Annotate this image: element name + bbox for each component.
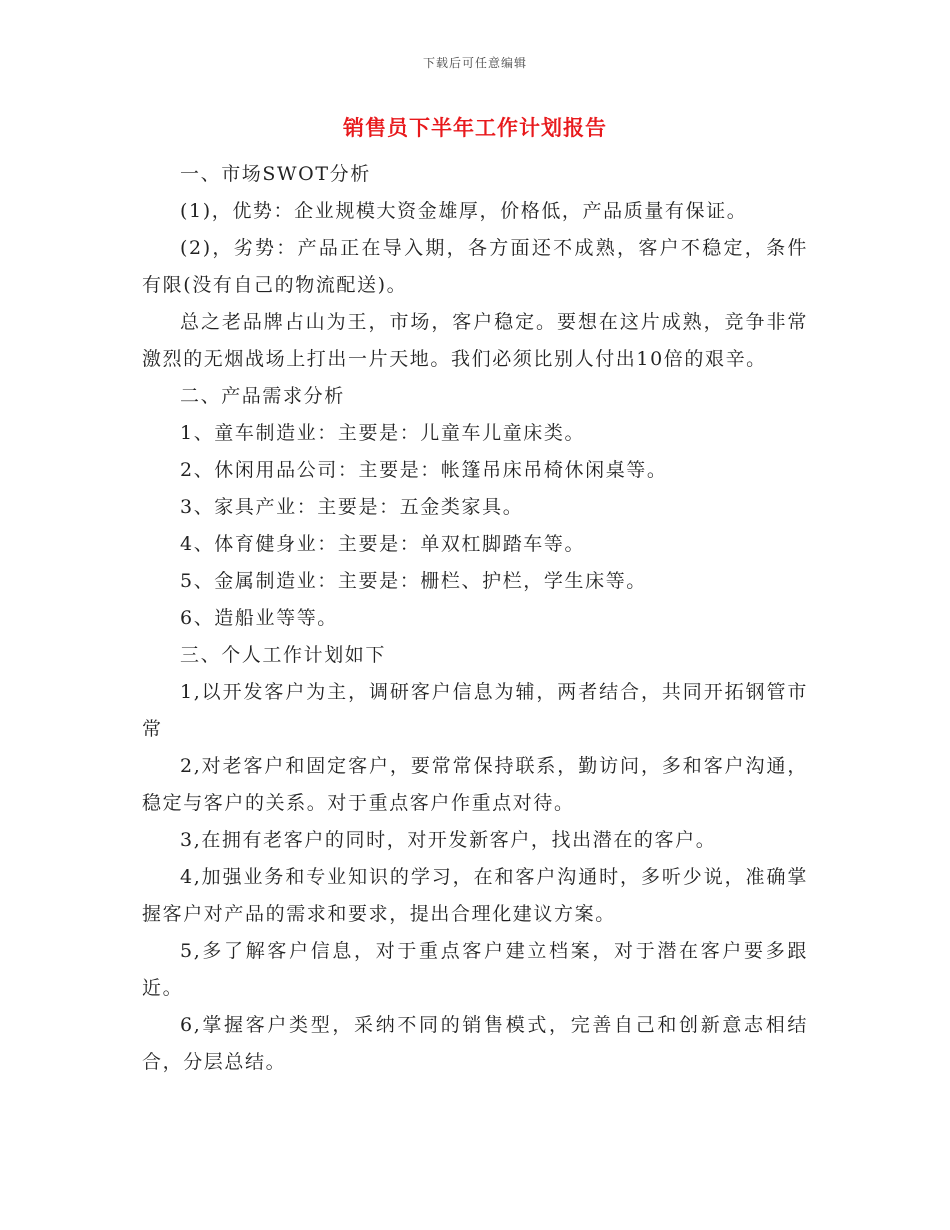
list-item-demand-4: 4、体育健身业：主要是：单双杠脚踏车等。 — [180, 533, 586, 555]
list-item-demand-2: 2、休闲用品公司：主要是：帐篷吊床吊椅休闲桌等。 — [180, 459, 668, 481]
list-item-plan-1: 1,以开发客户为主，调研客户信息为辅，两者结合，共同开拓钢管市常 — [142, 681, 808, 740]
paragraph-strengths: (1)，优势：企业规模大资金雄厚，价格低，产品质量有保证。 — [180, 200, 748, 222]
list-item-plan-3: 3,在拥有老客户的同时，对开发新客户，找出潜在的客户。 — [180, 829, 717, 851]
paragraph-summary: 总之老品牌占山为王，市场，客户稳定。要想在这片成熟，竞争非常激烈的无烟战场上打出一片天地。我们必须比别人付出10倍的艰辛。 — [142, 311, 808, 370]
list-item-demand-3: 3、家具产业：主要是：五金类家具。 — [180, 496, 524, 518]
list-item-plan-4: 4,加强业务和专业知识的学习，在和客户沟通时，多听少说，准确掌握客户对产品的需求和要求，提出合理化建议方案。 — [142, 866, 808, 925]
document-title: 销售员下半年工作计划报告 — [343, 115, 607, 140]
list-item-plan-5: 5,多了解客户信息，对于重点客户建立档案，对于潜在客户要多跟近。 — [142, 940, 808, 999]
list-item-demand-1: 1、童车制造业：主要是：儿童车儿童床类。 — [180, 422, 586, 444]
section-heading-plan: 三、个人工作计划如下 — [180, 644, 387, 666]
list-item-demand-5: 5、金属制造业：主要是：栅栏、护栏，学生床等。 — [180, 570, 647, 592]
header-note: 下载后可任意编辑 — [422, 56, 527, 70]
section-heading-swot: 一、市场SWOT分析 — [180, 163, 371, 185]
document-body — [142, 156, 808, 1081]
list-item-plan-6: 6,掌握客户类型，采纳不同的销售模式，完善自己和创新意志相结合，分层总结。 — [142, 1014, 808, 1073]
section-heading-demand: 二、产品需求分析 — [180, 385, 345, 407]
list-item-demand-6: 6、造船业等等。 — [180, 607, 338, 629]
list-item-plan-2: 2,对老客户和固定客户，要常常保持联系，勤访问，多和客户沟通，稳定与客户的关系。对于重点客户作重点对待。 — [142, 755, 808, 814]
paragraph-weaknesses: (2)，劣势：产品正在导入期，各方面还不成熟，客户不稳定，条件有限(没有自己的物流配送)。 — [142, 237, 808, 296]
